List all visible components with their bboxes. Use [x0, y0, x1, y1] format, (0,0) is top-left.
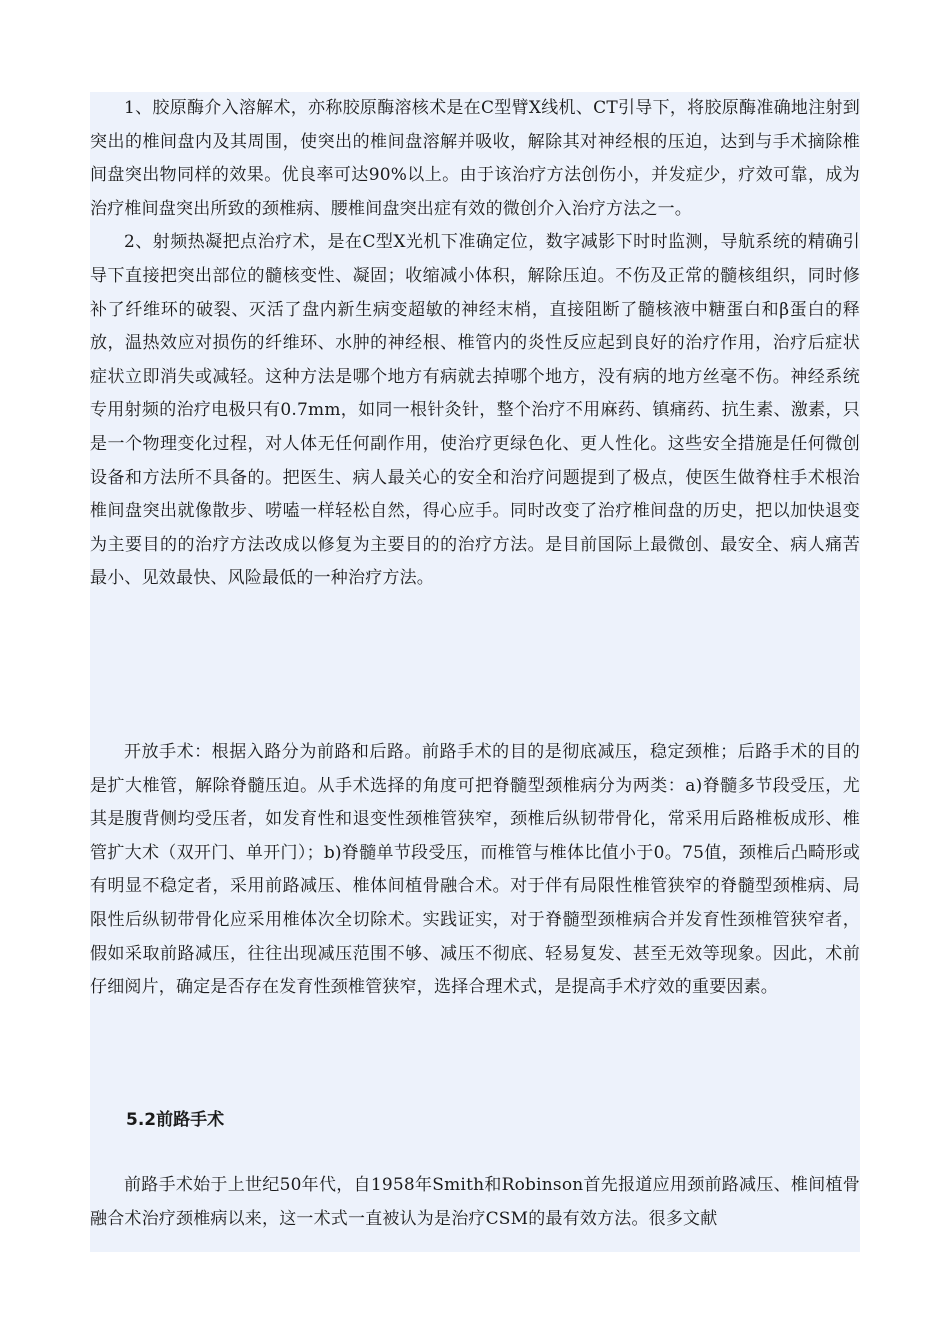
- paragraph-radiofrequency: 2、射频热凝把点治疗术，是在C型X光机下准确定位，数字减影下时时监测，导航系统的精确引导下直接把突出部位的髓核变性、凝固；收缩减小体积，解除压迫。不伤及正常的髓核组织，同时修补了纤维环的破裂、灭活了盘内新生病变超敏的神经末梢，直接阻断了髓核液中糖蛋白和β蛋白的释放，温热效应对损伤的纤维环、水肿的神经根、椎管内的炎性反应起到良好的治疗作用，治疗后症状症状立即消失或减轻。这种方法是哪个地方有病就去掉哪个地方，没有病的地方丝毫不伤。神经系统专用射频的治疗电极只有0.7mm，如同一根针灸针，整个治疗不用麻药、镇痛药、抗生素、激素，只是一个物理变化过程，对人体无任何副作用，使治疗更绿色化、更人性化。这些安全措施是任何微创设备和方法所不具备的。把医生、病人最关心的安全和治疗问题提到了极点，使医生做脊柱手术根治椎间盘突出就像散步、唠嗑一样轻松自然，得心应手。同时改变了治疗椎间盘的历史，把以加快退变为主要目的的治疗方法改成以修复为主要目的的治疗方法。是目前国际上最微创、最安全、病人痛苦最小、见效最快、风险最低的一种治疗方法。: [90, 232, 860, 589]
- treatment-methods-section: [90, 92, 860, 596]
- document-page: [90, 92, 860, 1252]
- paragraph-anterior-surgery: 前路手术始于上世纪50年代，自1958年Smith和Robinson首先报道应用颈前路减压、椎间植骨融合术治疗颈椎病以来，这一术式一直被认为是治疗CSM的最有效方法。很多文献: [90, 1175, 860, 1229]
- open-surgery-section: [90, 736, 860, 1005]
- section-heading: 5.2前路手术: [126, 1110, 225, 1130]
- paragraph-collagenase: 1、胶原酶介入溶解术，亦称胶原酶溶核术是在C型臂X线机、CT引导下，将胶原酶准确地注射到突出的椎间盘内及其周围，使突出的椎间盘溶解并吸收，解除其对神经根的压迫，达到与手术摘除椎间盘突出物同样的效果。优良率可达90%以上。由于该治疗方法创伤小，并发症少，疗效可靠，成为治疗椎间盘突出所致的颈椎病、腰椎间盘突出症有效的微创介入治疗方法之一。: [90, 98, 860, 219]
- anterior-surgery-section: [90, 1169, 860, 1236]
- paragraph-open-surgery: 开放手术：根据入路分为前路和后路。前路手术的目的是彻底减压，稳定颈椎；后路手术的目的是扩大椎管，解除脊髓压迫。从手术选择的角度可把脊髓型颈椎病分为两类：a)脊髓多节段受压，尤其是腹背侧均受压者，如发育性和退变性颈椎管狭窄，颈椎后纵韧带骨化，常采用后路椎板成形、椎管扩大术（双开门、单开门）；b)脊髓单节段受压，而椎管与椎体比值小于0。75值，颈椎后凸畸形或有明显不稳定者，采用前路减压、椎体间植骨融合术。对于伴有局限性椎管狭窄的脊髓型颈椎病、局限性后纵韧带骨化应采用椎体次全切除术。实践证实，对于脊髓型颈椎病合并发育性颈椎管狭窄者，假如采取前路减压，往往出现减压范围不够、减压不彻底、轻易复发、甚至无效等现象。因此，术前仔细阅片，确定是否存在发育性颈椎管狭窄，选择合理术式，是提高手术疗效的重要因素。: [90, 742, 860, 998]
